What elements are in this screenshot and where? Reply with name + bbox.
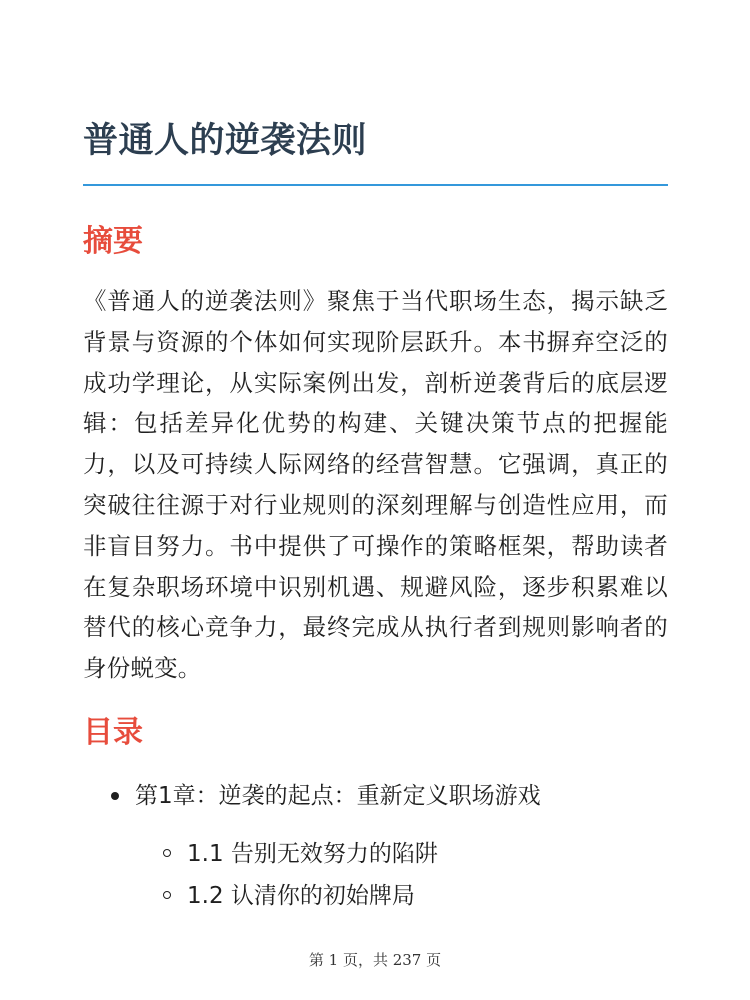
abstract-paragraph: 《普通人的逆袭法则》聚焦于当代职场生态，揭示缺乏背景与资源的个体如何实现阶层跃升。本书摒弃空泛的成功学理论，从实际案例出发，剖析逆袭背后的底层逻辑：包括差异化优势的构建、关键决策节点的把握能力，以及可持续人际网络的经营智慧。它强调，真正的突破往往源于对行业规则的深刻理解与创造性应用，而非盲目努力。书中提供了可操作的策略框架，帮助读者在复杂职场环境中识别机遇、规避风险，逐步积累难以替代的核心竞争力，最终完成从执行者到规则影响者的身份蜕变。 — [83, 287, 668, 683]
bullet-circle-icon — [163, 849, 171, 857]
document-page — [83, 0, 668, 1000]
bullet-circle-icon — [163, 891, 171, 899]
book-title: 普通人的逆袭法则 — [83, 121, 368, 161]
page-number-footer: 第 1 页，共 237 页 — [308, 951, 442, 969]
toc-chapter-label: 第1章：逆袭的起点：重新定义职场游戏 — [135, 783, 541, 809]
toc-heading: 目录 — [83, 715, 143, 750]
bullet-disc-icon — [111, 792, 119, 800]
toc-section-label: 1.1 告别无效努力的陷阱 — [187, 841, 438, 867]
toc-section-label: 1.2 认清你的初始牌局 — [187, 883, 415, 909]
title-divider — [83, 184, 668, 186]
abstract-heading: 摘要 — [83, 224, 143, 259]
